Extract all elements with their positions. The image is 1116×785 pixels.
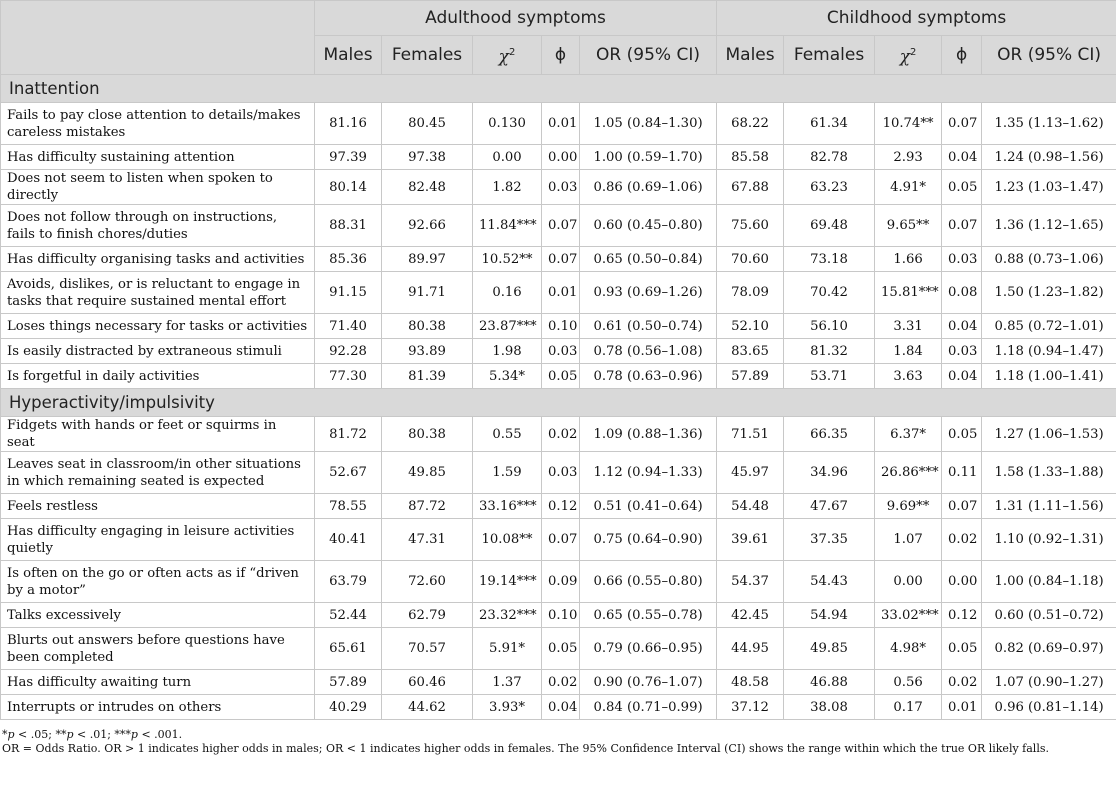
child-females-cell: 63.23 (784, 170, 875, 205)
adult-odds-ratio-cell: 0.78 (0.63–0.96) (580, 364, 717, 389)
child-chi-square-cell: 15.81*** (875, 272, 942, 314)
adult-odds-ratio-cell: 1.12 (0.94–1.33) (580, 452, 717, 494)
child-odds-ratio-cell: 1.58 (1.33–1.88) (982, 452, 1116, 494)
child-females-cell: 37.35 (784, 519, 875, 561)
child-males-cell: 68.22 (717, 103, 784, 145)
adult-chi-square-cell: 0.130 (473, 103, 542, 145)
table-row (1, 561, 1116, 603)
child-males-cell: 67.88 (717, 170, 784, 205)
child-phi-cell: 0.04 (942, 314, 982, 339)
child-phi-cell: 0.04 (942, 364, 982, 389)
adult-males-cell: 40.29 (315, 695, 382, 720)
symptom-label: Has difficulty awaiting turn (1, 670, 315, 695)
sig-marker-1: * (2, 728, 8, 741)
adult-phi-cell: 0.10 (542, 314, 580, 339)
adult-phi-cell: 0.10 (542, 603, 580, 628)
adult-phi-cell: 0.02 (542, 670, 580, 695)
child-phi-cell: 0.07 (942, 205, 982, 247)
child-males-cell: 85.58 (717, 145, 784, 170)
adult-males-cell: 52.44 (315, 603, 382, 628)
child-females-cell: 38.08 (784, 695, 875, 720)
child-females-cell: 46.88 (784, 670, 875, 695)
symptom-label: Feels restless (1, 494, 315, 519)
adult-females-cell: 81.39 (382, 364, 473, 389)
adult-phi-cell: 0.05 (542, 628, 580, 670)
adult-phi-cell: 0.07 (542, 205, 580, 247)
child-males-cell: 83.65 (717, 339, 784, 364)
adult-phi-cell: 0.04 (542, 695, 580, 720)
adult-phi-cell: 0.07 (542, 247, 580, 272)
symptom-label: Fidgets with hands or feet or squirms in seat (1, 417, 315, 452)
symptom-label: Avoids, dislikes, or is reluctant to engage in tasks that require sustained mental effort (1, 272, 315, 314)
adult-females-cell: 93.89 (382, 339, 473, 364)
adult-odds-ratio-cell: 0.65 (0.55–0.78) (580, 603, 717, 628)
adult-females-cell: 60.46 (382, 670, 473, 695)
child-phi-cell: 0.01 (942, 695, 982, 720)
sig-marker-3: *** (114, 728, 131, 741)
symptom-label: Has difficulty organising tasks and activities (1, 247, 315, 272)
table-row (1, 205, 1116, 247)
col-header-or: OR (95% CI) (982, 36, 1116, 75)
table-row (1, 628, 1116, 670)
table-row (1, 519, 1116, 561)
child-males-cell: 70.60 (717, 247, 784, 272)
adult-odds-ratio-cell: 1.05 (0.84–1.30) (580, 103, 717, 145)
adult-odds-ratio-cell: 0.65 (0.50–0.84) (580, 247, 717, 272)
adult-chi-square-cell: 33.16*** (473, 494, 542, 519)
adult-chi-square-cell: 1.59 (473, 452, 542, 494)
adult-males-cell: 40.41 (315, 519, 382, 561)
sig-threshold-3: < .001. (137, 728, 183, 741)
child-males-cell: 45.97 (717, 452, 784, 494)
adult-females-cell: 44.62 (382, 695, 473, 720)
child-odds-ratio-cell: 1.23 (1.03–1.47) (982, 170, 1116, 205)
child-phi-cell: 0.02 (942, 670, 982, 695)
adult-chi-square-cell: 11.84*** (473, 205, 542, 247)
child-females-cell: 54.94 (784, 603, 875, 628)
table-row (1, 170, 1116, 205)
adult-odds-ratio-cell: 1.00 (0.59–1.70) (580, 145, 717, 170)
adult-females-cell: 72.60 (382, 561, 473, 603)
symptom-label: Loses things necessary for tasks or activities (1, 314, 315, 339)
col-header-males: Males (315, 36, 382, 75)
adult-odds-ratio-cell: 0.61 (0.50–0.74) (580, 314, 717, 339)
child-females-cell: 56.10 (784, 314, 875, 339)
adult-females-cell: 92.66 (382, 205, 473, 247)
child-males-cell: 52.10 (717, 314, 784, 339)
child-phi-cell: 0.04 (942, 145, 982, 170)
child-chi-square-cell: 9.65** (875, 205, 942, 247)
adult-chi-square-cell: 5.91* (473, 628, 542, 670)
child-females-cell: 53.71 (784, 364, 875, 389)
adult-females-cell: 87.72 (382, 494, 473, 519)
adult-females-cell: 62.79 (382, 603, 473, 628)
child-chi-square-cell: 4.98* (875, 628, 942, 670)
col-header-phi: ϕ (942, 36, 982, 75)
adult-males-cell: 81.72 (315, 417, 382, 452)
child-females-cell: 54.43 (784, 561, 875, 603)
child-odds-ratio-cell: 0.60 (0.51–0.72) (982, 603, 1116, 628)
adult-males-cell: 57.89 (315, 670, 382, 695)
adult-chi-square-cell: 3.93* (473, 695, 542, 720)
child-chi-square-cell: 26.86*** (875, 452, 942, 494)
child-phi-cell: 0.12 (942, 603, 982, 628)
adult-females-cell: 49.85 (382, 452, 473, 494)
adult-chi-square-cell: 23.32*** (473, 603, 542, 628)
adult-odds-ratio-cell: 0.79 (0.66–0.95) (580, 628, 717, 670)
child-females-cell: 34.96 (784, 452, 875, 494)
significance-note (2, 728, 1049, 742)
adult-chi-square-cell: 5.34* (473, 364, 542, 389)
child-odds-ratio-cell: 1.07 (0.90–1.27) (982, 670, 1116, 695)
adult-odds-ratio-cell: 0.84 (0.71–0.99) (580, 695, 717, 720)
col-header-chi-square (875, 36, 942, 75)
child-males-cell: 78.09 (717, 272, 784, 314)
adult-males-cell: 77.30 (315, 364, 382, 389)
adult-females-cell: 70.57 (382, 628, 473, 670)
adult-phi-cell: 0.12 (542, 494, 580, 519)
section-header-row (1, 389, 1116, 417)
adult-odds-ratio-cell: 0.75 (0.64–0.90) (580, 519, 717, 561)
child-males-cell: 39.61 (717, 519, 784, 561)
table-row (1, 364, 1116, 389)
group-header-childhood: Childhood symptoms (717, 1, 1116, 36)
child-chi-square-cell: 1.84 (875, 339, 942, 364)
child-chi-square-cell: 0.17 (875, 695, 942, 720)
col-header-females: Females (784, 36, 875, 75)
child-females-cell: 81.32 (784, 339, 875, 364)
child-females-cell: 73.18 (784, 247, 875, 272)
p-symbol: p (7, 728, 15, 741)
child-odds-ratio-cell: 0.82 (0.69–0.97) (982, 628, 1116, 670)
adult-phi-cell: 0.00 (542, 145, 580, 170)
adult-phi-cell: 0.03 (542, 452, 580, 494)
symptom-label: Does not seem to listen when spoken to directly (1, 170, 315, 205)
child-chi-square-cell: 6.37* (875, 417, 942, 452)
child-chi-square-cell: 3.31 (875, 314, 942, 339)
child-phi-cell: 0.07 (942, 494, 982, 519)
child-chi-square-cell: 2.93 (875, 145, 942, 170)
adult-phi-cell: 0.01 (542, 103, 580, 145)
adult-phi-cell: 0.05 (542, 364, 580, 389)
child-odds-ratio-cell: 0.85 (0.72–1.01) (982, 314, 1116, 339)
adult-males-cell: 52.67 (315, 452, 382, 494)
child-females-cell: 47.67 (784, 494, 875, 519)
child-chi-square-cell: 9.69** (875, 494, 942, 519)
child-chi-square-cell: 1.07 (875, 519, 942, 561)
symptom-label: Is easily distracted by extraneous stimuli (1, 339, 315, 364)
adult-phi-cell: 0.03 (542, 339, 580, 364)
adult-chi-square-cell: 0.16 (473, 272, 542, 314)
adult-chi-square-cell: 23.87*** (473, 314, 542, 339)
child-males-cell: 54.48 (717, 494, 784, 519)
adult-odds-ratio-cell: 0.60 (0.45–0.80) (580, 205, 717, 247)
table-row (1, 494, 1116, 519)
child-phi-cell: 0.03 (942, 247, 982, 272)
adult-phi-cell: 0.02 (542, 417, 580, 452)
child-females-cell: 66.35 (784, 417, 875, 452)
sig-marker-2: ** (55, 728, 67, 741)
adult-chi-square-cell: 0.55 (473, 417, 542, 452)
adult-males-cell: 63.79 (315, 561, 382, 603)
table-row (1, 452, 1116, 494)
adult-phi-cell: 0.09 (542, 561, 580, 603)
table-row (1, 247, 1116, 272)
symptom-label: Is forgetful in daily activities (1, 364, 315, 389)
symptom-label: Blurts out answers before questions have been completed (1, 628, 315, 670)
child-females-cell: 82.78 (784, 145, 875, 170)
child-odds-ratio-cell: 1.18 (0.94–1.47) (982, 339, 1116, 364)
child-males-cell: 42.45 (717, 603, 784, 628)
child-odds-ratio-cell: 1.50 (1.23–1.82) (982, 272, 1116, 314)
adult-chi-square-cell: 1.98 (473, 339, 542, 364)
child-odds-ratio-cell: 1.31 (1.11–1.56) (982, 494, 1116, 519)
child-females-cell: 69.48 (784, 205, 875, 247)
symptom-label: Has difficulty sustaining attention (1, 145, 315, 170)
child-males-cell: 37.12 (717, 695, 784, 720)
child-females-cell: 49.85 (784, 628, 875, 670)
sig-threshold-2: < .01; (73, 728, 115, 741)
child-phi-cell: 0.08 (942, 272, 982, 314)
adult-females-cell: 47.31 (382, 519, 473, 561)
child-chi-square-cell: 33.02*** (875, 603, 942, 628)
col-header-males: Males (717, 36, 784, 75)
child-chi-square-cell: 1.66 (875, 247, 942, 272)
child-males-cell: 75.60 (717, 205, 784, 247)
symptom-label: Fails to pay close attention to details/makes careless mistakes (1, 103, 315, 145)
corner-cell (1, 1, 315, 75)
table-row (1, 339, 1116, 364)
child-phi-cell: 0.05 (942, 628, 982, 670)
child-phi-cell: 0.03 (942, 339, 982, 364)
table-row (1, 417, 1116, 452)
symptom-label: Leaves seat in classroom/in other situations in which remaining seated is expected (1, 452, 315, 494)
adult-odds-ratio-cell: 0.51 (0.41–0.64) (580, 494, 717, 519)
symptom-label: Has difficulty engaging in leisure activities quietly (1, 519, 315, 561)
adult-chi-square-cell: 0.00 (473, 145, 542, 170)
col-header-phi: ϕ (542, 36, 580, 75)
symptom-label: Interrupts or intrudes on others (1, 695, 315, 720)
table-row (1, 603, 1116, 628)
child-males-cell: 71.51 (717, 417, 784, 452)
adult-odds-ratio-cell: 0.90 (0.76–1.07) (580, 670, 717, 695)
child-odds-ratio-cell: 0.96 (0.81–1.14) (982, 695, 1116, 720)
chi-superscript: 2 (910, 47, 917, 58)
adult-chi-square-cell: 1.82 (473, 170, 542, 205)
section-title: Hyperactivity/impulsivity (1, 389, 1116, 417)
adult-females-cell: 80.45 (382, 103, 473, 145)
col-header-chi-square (473, 36, 542, 75)
section-header-row (1, 75, 1116, 103)
child-males-cell: 44.95 (717, 628, 784, 670)
adult-chi-square-cell: 1.37 (473, 670, 542, 695)
adult-females-cell: 91.71 (382, 272, 473, 314)
adult-females-cell: 97.38 (382, 145, 473, 170)
adult-females-cell: 82.48 (382, 170, 473, 205)
table-row (1, 145, 1116, 170)
odds-ratio-note: OR = Odds Ratio. OR > 1 indicates higher odds in males; OR < 1 indicates higher odds in females. The 95% Confidence Interval (CI) shows the range within which the true OR likely falls. (2, 742, 1049, 755)
chi-superscript: 2 (508, 47, 516, 58)
adult-females-cell: 89.97 (382, 247, 473, 272)
child-males-cell: 57.89 (717, 364, 784, 389)
child-phi-cell: 0.05 (942, 417, 982, 452)
symptom-label: Does not follow through on instructions, fails to finish chores/duties (1, 205, 315, 247)
child-chi-square-cell: 0.56 (875, 670, 942, 695)
child-phi-cell: 0.02 (942, 519, 982, 561)
adult-males-cell: 92.28 (315, 339, 382, 364)
table-row (1, 695, 1116, 720)
child-chi-square-cell: 10.74** (875, 103, 942, 145)
child-odds-ratio-cell: 1.27 (1.06–1.53) (982, 417, 1116, 452)
child-odds-ratio-cell: 1.36 (1.12–1.65) (982, 205, 1116, 247)
chi-symbol: χ (498, 47, 509, 67)
adult-males-cell: 91.15 (315, 272, 382, 314)
chi-symbol: χ (899, 47, 911, 67)
table-footnotes (2, 728, 1049, 756)
adult-males-cell: 97.39 (315, 145, 382, 170)
adult-males-cell: 88.31 (315, 205, 382, 247)
child-chi-square-cell: 4.91* (875, 170, 942, 205)
adult-phi-cell: 0.07 (542, 519, 580, 561)
p-symbol: p (130, 728, 138, 741)
adult-odds-ratio-cell: 1.09 (0.88–1.36) (580, 417, 717, 452)
adult-males-cell: 81.16 (315, 103, 382, 145)
col-header-females: Females (382, 36, 473, 75)
adult-odds-ratio-cell: 0.66 (0.55–0.80) (580, 561, 717, 603)
child-odds-ratio-cell: 1.00 (0.84–1.18) (982, 561, 1116, 603)
p-symbol: p (66, 728, 74, 741)
symptom-label: Talks excessively (1, 603, 315, 628)
table-row (1, 272, 1116, 314)
table-body (1, 75, 1116, 720)
child-odds-ratio-cell: 1.18 (1.00–1.41) (982, 364, 1116, 389)
adult-males-cell: 71.40 (315, 314, 382, 339)
adult-chi-square-cell: 10.52** (473, 247, 542, 272)
child-chi-square-cell: 0.00 (875, 561, 942, 603)
child-males-cell: 54.37 (717, 561, 784, 603)
child-chi-square-cell: 3.63 (875, 364, 942, 389)
child-phi-cell: 0.11 (942, 452, 982, 494)
adult-odds-ratio-cell: 0.78 (0.56–1.08) (580, 339, 717, 364)
sig-threshold-1: < .05; (14, 728, 56, 741)
table-row (1, 670, 1116, 695)
child-phi-cell: 0.05 (942, 170, 982, 205)
adult-chi-square-cell: 10.08** (473, 519, 542, 561)
child-females-cell: 61.34 (784, 103, 875, 145)
adult-males-cell: 85.36 (315, 247, 382, 272)
table-row (1, 314, 1116, 339)
child-odds-ratio-cell: 1.24 (0.98–1.56) (982, 145, 1116, 170)
child-odds-ratio-cell: 0.88 (0.73–1.06) (982, 247, 1116, 272)
table-row (1, 103, 1116, 145)
group-header-adulthood: Adulthood symptoms (315, 1, 717, 36)
adult-odds-ratio-cell: 0.86 (0.69–1.06) (580, 170, 717, 205)
child-phi-cell: 0.00 (942, 561, 982, 603)
child-odds-ratio-cell: 1.35 (1.13–1.62) (982, 103, 1116, 145)
adult-phi-cell: 0.03 (542, 170, 580, 205)
child-males-cell: 48.58 (717, 670, 784, 695)
table-header (1, 1, 1116, 75)
symptom-label: Is often on the go or often acts as if “driven by a motor” (1, 561, 315, 603)
adult-females-cell: 80.38 (382, 417, 473, 452)
adult-odds-ratio-cell: 0.93 (0.69–1.26) (580, 272, 717, 314)
col-header-or: OR (95% CI) (580, 36, 717, 75)
child-odds-ratio-cell: 1.10 (0.92–1.31) (982, 519, 1116, 561)
adult-females-cell: 80.38 (382, 314, 473, 339)
adult-males-cell: 65.61 (315, 628, 382, 670)
adult-phi-cell: 0.01 (542, 272, 580, 314)
adult-males-cell: 80.14 (315, 170, 382, 205)
child-phi-cell: 0.07 (942, 103, 982, 145)
section-title: Inattention (1, 75, 1116, 103)
adult-chi-square-cell: 19.14*** (473, 561, 542, 603)
adult-males-cell: 78.55 (315, 494, 382, 519)
child-females-cell: 70.42 (784, 272, 875, 314)
